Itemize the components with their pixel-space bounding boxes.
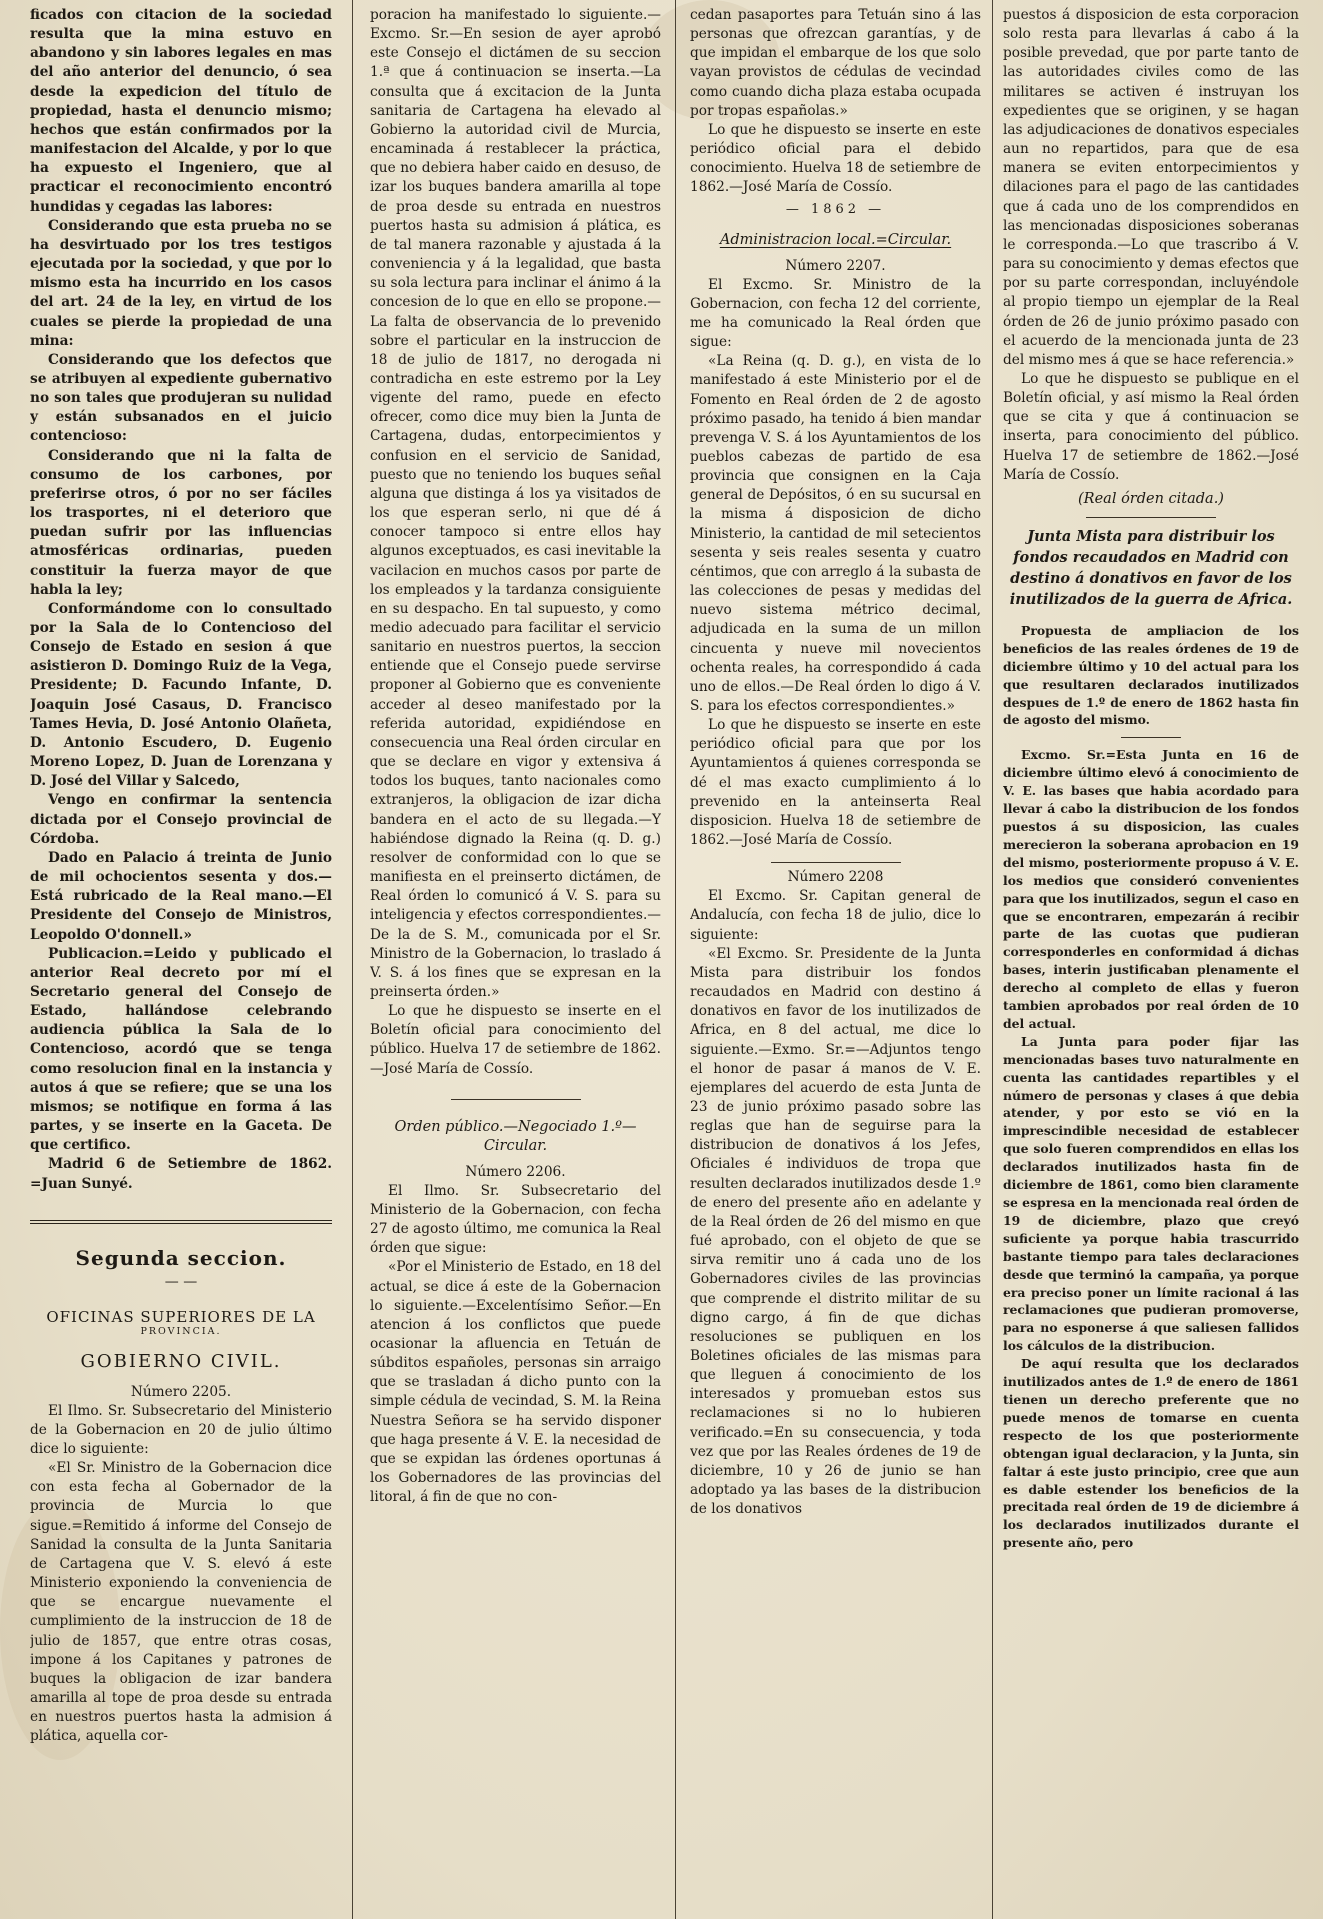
paragraph: Vengo en confirmar la sentencia dictada por el Consejo provincial de Córdoba. <box>30 792 332 847</box>
subsection-heading: Administracion local.=Circular. <box>719 231 952 248</box>
document-number: Número 2208 <box>787 869 884 886</box>
column-rule <box>675 0 676 1919</box>
paragraph: El Excmo. Sr. Capitan general de Andalucía, con fecha 18 de julio, dice lo siguiente: <box>690 888 981 943</box>
office-heading: OFICINAS SUPERIORES DE LA <box>46 1307 316 1326</box>
paragraph: ficados con citacion de la sociedad resulta que la mina estuvo en abandono y sin labores legales en mas del año anterior del denuncio, ó sea desde la expedicion del título de propiedad, hasta el denuncio mismo; hechos que están confirmados por la manifestacion del Alcalde, y por lo que ha expuesto el Ingeniero, que al practicar el reconocimiento encontró hundidas y cegadas las labores: <box>30 7 332 215</box>
column-2 <box>370 6 661 1911</box>
paragraph: Propuesta de ampliacion de los beneficios de las reales órdenes de 19 de diciembre último y 10 del actual para los que resultaren declarados inutilizados despues de 1.º de enero de 1862 hasta fin de agosto del mismo. <box>1003 622 1299 728</box>
paragraph: Lo que he dispuesto se inserte en este periódico oficial para el debido conocimiento. Huelva 18 de setiembre de 1862.—José María de Cossío. <box>690 121 981 196</box>
document-number: Número 2207. <box>785 257 886 274</box>
paragraph: cedan pasaportes para Tetuán sino á las personas que ofrezcan garantías, y de que impidan el embarque de los que solo vayan provistos de cédulas de vecindad como cuando dicha plaza estaba ocupada por tropas españolas.» <box>690 7 981 119</box>
junta-heading: Junta Mista para distribuir los fondos recaudados en Madrid con destino á donativos en favor de los inutilizados de la guerra de Africa. <box>1009 527 1293 608</box>
paragraph: Considerando que ni la falta de consumo de los carbones, por preferirse otros, ó por no ser fáciles los trasportes, ni el deterioro que puedan sufrir por las influencias atmosféricas ordinarias, pueden constituir la fuerza mayor de que habla la ley; <box>30 447 332 598</box>
column-3 <box>690 6 981 1911</box>
column-1 <box>30 6 332 1911</box>
paragraph: Publicacion.=Leido y publicado el anterior Real decreto por mí el Secretario general del Consejo de Estado, hallándose celebrando audiencia pública la Sala de lo Contencioso, acordó que se tenga como resolucion final en la instancia y autos á que se refiere; que se una los mismos; se notifique en forma á las partes, y se inserte en la Gaceta. De que certifico. <box>30 945 332 1154</box>
paragraph: «El Excmo. Sr. Presidente de la Junta Mista para distribuir los fondos recaudados en Madrid con destino á donativos en favor de los inutilizados de Africa, en 8 del actual, me dice lo siguiente.—Exmo. Sr.=—Adjuntos tengo el honor de pasar á manos de V. E. ejemplares del acuerdo de esta Junta de 23 de junio próximo pasado sobre las reglas que han de seguirse para la distribucion de donativos á los Jefes, Oficiales é individuos de tropa que resulten declarados inutilizados desde 1.º de enero del presente año en adelante y de la Real órden de 26 del mismo en que fué aprobado, con el objeto de que se sirva remitir uno á cada uno de los Gobernadores civiles de las provincias que comprende el distrito militar de su digno cargo, á fin de que dichas resoluciones se publiquen en los Boletines oficiales de las mismas para que lleguen á conocimiento de los interesados y promueban estos sus reclamaciones si no lo hubieren verificado.=En su consecuencia, y toda vez que por las Reales órdenes de 19 de diciembre, 10 y 26 de junio se han adoptado ya las bases de la distribucion de los donativos <box>690 945 981 1518</box>
divider-rule <box>1121 737 1181 738</box>
subsection-heading: Orden público.—Negociado 1.º—Circular. <box>394 1118 637 1154</box>
province-heading: PROVINCIA. <box>140 1325 222 1337</box>
paragraph: «El Sr. Ministro de la Gobernacion dice con esta fecha al Gobernador de la provincia de Murcia lo que sigue.=Remitido á informe del Consejo de Sanidad la consulta de la Junta Sanitaria de Cartagena que V. S. elevó á este Ministerio exponiendo la conveniencia de que se encargue nuevamente el cumplimiento de la instruccion de 18 de julio de 1857, que entre otras cosas, impone á los Capitanes y patrones de buques la obligacion de izar bandera amarilla al tope de proa desde su entrada en nuestros puertos hasta la admision á plática, aquella cor- <box>30 1460 332 1745</box>
divider-rule <box>771 862 901 863</box>
section-heading: Segunda seccion. <box>75 1245 287 1270</box>
paragraph: poracion ha manifestado lo siguiente.—Excmo. Sr.—En sesion de ayer aprobó este Consejo el dictámen de su seccion 1.ª que á continuacion se inserta.—La consulta que á excitacion de la Junta sanitaria de Cartagena ha elevado al Gobierno la autoridad civil de Murcia, encaminada á restablecer la práctica, que no debiera haber caido en desuso, de izar los buques bandera amarilla al tope de proa desde su entrada en nuestros puertos hasta su admision á plática, es de tal manera razonable y ajustada á la conveniencia y á la legalidad, que basta su sola lectura para inclinar el ánimo á la concesion de lo que en ello se propone.—La falta de observancia de lo prevenido sobre el particular en la instruccion de 18 de julio de 1817, no derogada ni contradicha en este estremo por la Ley vigente del ramo, puede en efecto ofrecer, como dice muy bien la Junta de Cartagena, dudas, entorpecimientos y confusion en el servicio de Sanidad, puesto que no teniendo los buques señal alguna que distinga á los ya visitados de los que esperan serlo, ni que dé á conocer tampoco si entre ellos hay algunos exceptuados, es casi inevitable la vacilacion en muchos casos por parte de los empleados y la tardanza consiguiente en su despacho. En tal supuesto, y como medio adecuado para facilitar el servicio sanitario en nuestros puertos, la seccion entiende que el Consejo puede servirse proponer al Gobierno que es conveniente acceder al deseo manifestado por la referida autoridad, expidiéndose en consecuencia una Real órden circular en que se declare en vigor y extensiva á todos los buques, tanto nacionales como extranjeros, la obligacion de izar dicha bandera en el acto de su llegada.—Y habiéndose dignado la Reina (q. D. g.) resolver de conformidad con lo que se manifiesta en el preinserto dictámen, de Real órden lo comunicó á V. S. para su inteligencia y efectos correspondientes.—De la de S. M., comunicada por el Sr. Ministro de la Gobernacion, lo traslado á V. S. á los fines que se expresan en la preinserta órden.» <box>370 7 661 1000</box>
section-divider <box>30 1220 332 1224</box>
paragraph: Considerando que los defectos que se atribuyen al expediente gubernativo no son tales que produjeran su nulidad y están subsanados en el juicio contencioso: <box>30 351 332 445</box>
year-separator: — 1862 — <box>785 201 886 217</box>
paragraph: La Junta para poder fijar las mencionadas bases tuvo naturalmente en cuenta las cantidades repartibles y el número de personas y clases á que debia atender, y por esto se vió en la imprescindible necesidad de establecer que solo fueren comprendidos en ellas los declarados inutilizados hasta fin de diciembre de 1861, como bien claramente se espresa en la mencionada real órden de 19 de diciembre, plazo que creyó suficiente ya porque habia trascurrido bastante tiempo para tales declaraciones desde que terminó la campaña, ya porque era preciso poner un límite racional á las reclamaciones que pudieran promoverse, para no esponerse á que saliesen fallidos los cálculos de la distribucion. <box>1003 1033 1299 1354</box>
paragraph: El Ilmo. Sr. Subsecretario del Ministerio de la Gobernacion en 20 de julio último dice lo siguiente: <box>30 1402 332 1457</box>
document-number: Número 2205. <box>130 1383 232 1400</box>
signature-line: Madrid 6 de Setiembre de 1862. =Juan Sunyé. <box>30 1156 332 1192</box>
paragraph: Conformándome con lo consultado por la Sala de lo Contencioso del Consejo de Estado en sesion á que asistieron D. Domingo Ruiz de la Vega, Presidente; D. Facundo Infante, D. Joaquin José Casaus, D. Francisco Tames Hevia, D. José Antonio Olañeta, D. Antonio Escudero, D. Eugenio Moreno Lopez, D. Juan de Lorenzana y D. José del Villar y Salcedo, <box>30 600 332 790</box>
paragraph: El Excmo. Sr. Ministro de la Gobernacion, con fecha 12 del corriente, me ha comunicado la Real órden que sigue: <box>690 276 981 351</box>
column-rule <box>352 0 353 1919</box>
paragraph: «La Reina (q. D. g.), en vista de lo manifestado á este Ministerio por el de Fomento en Real órden de 2 de agosto próximo pasado, ha tenido á bien mandar prevenga V. S. á los Ayuntamientos de los pueblos cabezas de partido de esa provincia que consignen en la Caja general de Depósitos, ó en su sucursal en la misma á disposicion de dicho Ministerio, la cantidad de mil setecientos sesenta y seis reales sesenta y cuatro céntimos, que con arreglo á la subasta de las colecciones de pesas y medidas del nuevo sistema métrico decimal, adjudicada en la suma de un millon cincuenta y nueve mil novecientos ochenta reales, ha correspondido á cada uno de ellos.—De Real órden lo digo á V. S. para los efectos correspondientes.» <box>690 353 981 714</box>
cited-order-heading: (Real órden citada.) <box>1078 490 1224 507</box>
government-heading: GOBIERNO CIVIL. <box>80 1350 282 1372</box>
column-4 <box>1003 6 1299 1911</box>
paragraph: Lo que he dispuesto se publique en el Boletín oficial, y así mismo la Real órden que se cita y que á continuacion se inserta, para conocimiento del público. Huelva 17 de setiembre de 1862.—José María de Cossío. <box>1003 370 1299 483</box>
paragraph: «Por el Ministerio de Estado, en 18 del actual, se dice á este de la Gobernacion lo siguiente.—Excelentísimo Señor.—En atencion á los conflictos que puede ocasionar la afluencia en Tetuán de súbditos españoles, personas sin arraigo que se trasladan á dicho punto con la simple cédula de vecindad, S. M. la Reina Nuestra Señora se ha servido disponer que haga presente á V. E. la necesidad de que se expidan las órdenes oportunas á los Gobernadores de las provincias del litoral, á fin de que no con- <box>370 1259 661 1506</box>
paragraph: De aquí resulta que los declarados inutilizados antes de 1.º de enero de 1861 tienen un derecho preferente que no puede menos de tomarse en cuenta respecto de los que posteriormente obtengan igual declaracion, y la Junta, sin faltar á este justo principio, cree que aun es dable estender los beneficios de la precitada real órden de 19 de diciembre á los declarados inutilizados durante el presente año, pero <box>1003 1356 1299 1551</box>
paragraph: Considerando que esta prueba no se ha desvirtuado por los tres testigos ejecutada por la sociedad, y que por lo mismo esta ha incurrido en los casos del art. 24 de la ley, en virtud de los cuales se pierde la propiedad de una mina: <box>30 217 332 349</box>
paragraph: Excmo. Sr.=Esta Junta en 16 de diciembre último elevó á conocimiento de V. E. las bases que habia acordado para llevar á cabo la distribucion de los fondos puestos á su disposicion, las cuales merecieron la soberana aprobacion en 19 del mismo, posteriormente propuso á V. E. los medios que consideró convenientes para que los inutilizados, segun el caso en que se encontraren, empezarán á recibir parte de las cuotas que pudieran corresponderles en conformidad á dichas bases, interin justificaban plenamente el derecho al completo de ellas y fueron tambien aprobados por real órden de 10 del actual. <box>1003 747 1299 1031</box>
divider-rule <box>451 1099 581 1100</box>
paragraph: puestos á disposicion de esta corporacion solo resta para llevarlas á cabo á la posible prevedad, que por parte tanto de las autoridades civiles como de las militares se activen é instruyan los expedientes que se originen, y se hagan las adjudicaciones de donativos especiales aun no repartidos, para que de esa manera se eviten entorpecimientos y dilaciones para el pago de las cantidades que á cada uno de los comprendidos en las mencionadas disposiciones soberanas le corresponda.—Lo que trascribo á V. para su conocimiento y demas efectos que por su parte correspondan, incluyéndole al propio tiempo un ejemplar de la Real órden de 26 de junio próximo pasado con el acuerdo de la mencionada junta de 23 del mismo mes á que se hace referencia.» <box>1003 7 1299 368</box>
divider-rule <box>1086 517 1216 518</box>
paragraph: Lo que he dispuesto se inserte en este periódico oficial para que por los Ayuntamientos á quienes corresponda se dé el mas exacto cumplimiento á lo prevenido en la anteinserta Real disposicion. Huelva 18 de setiembre de 1862.—José María de Cossío. <box>690 717 981 849</box>
dash-separator: — — <box>164 1273 198 1290</box>
paragraph: Lo que he dispuesto se inserte en el Boletín oficial para conocimiento del público. Huelva 17 de setiembre de 1862.—José María de Cossío. <box>370 1003 661 1077</box>
paragraph: El Ilmo. Sr. Subsecretario del Ministerio de la Gobernacion, con fecha 27 de agosto último, me comunica la Real órden que sigue: <box>370 1182 661 1257</box>
paragraph: Dado en Palacio á treinta de Junio de mil ochocientos sesenta y dos.—Está rubricado de la Real mano.—El Presidente del Consejo de Ministros, Leopoldo O'donnell.» <box>30 849 332 943</box>
document-number: Número 2206. <box>465 1163 566 1180</box>
column-rule <box>992 0 993 1919</box>
